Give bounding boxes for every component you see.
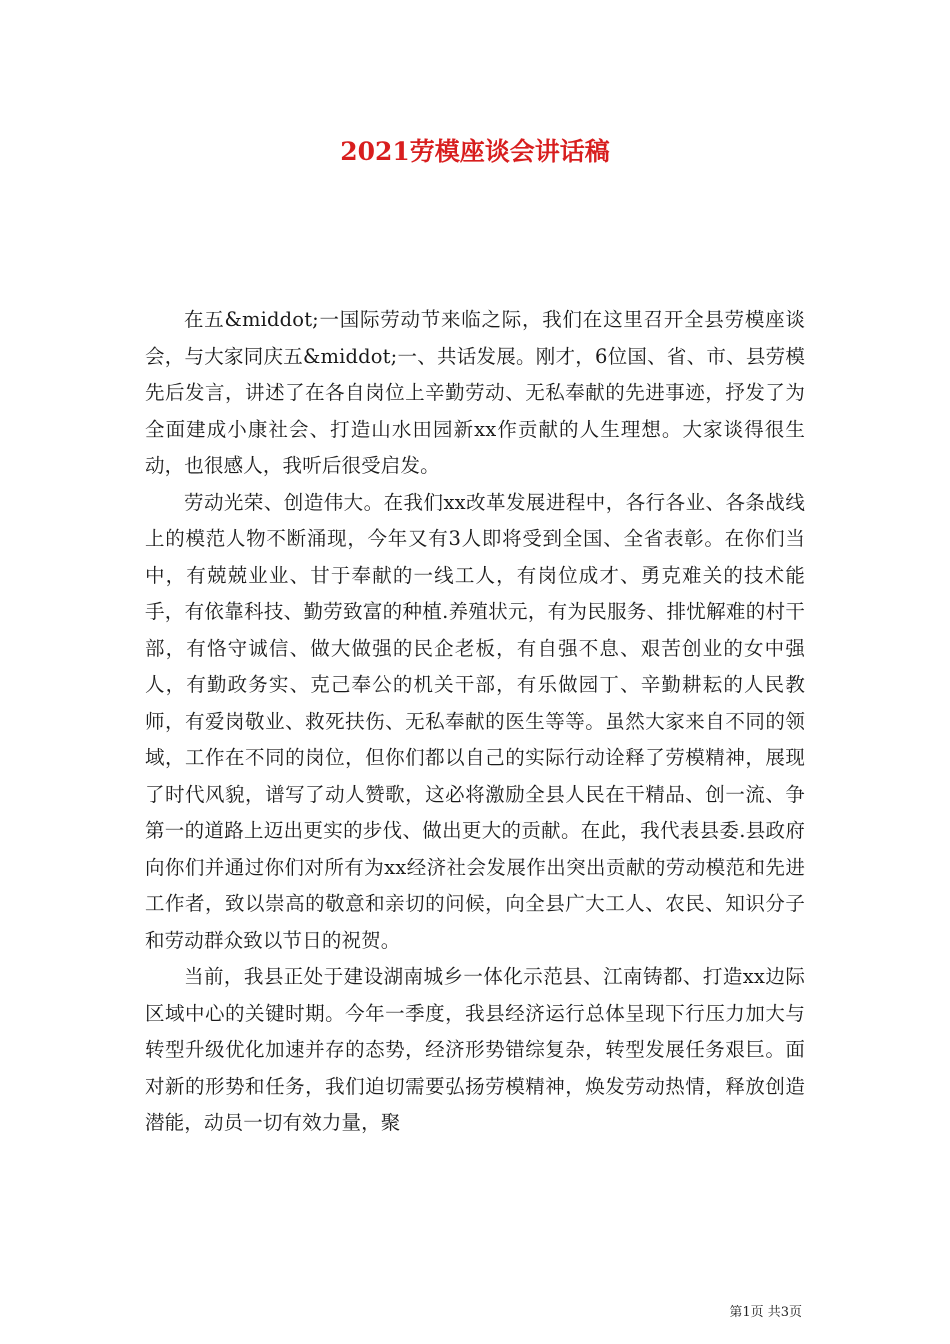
page-number-footer: 第1页 共3页 [729, 1305, 802, 1320]
document-body [145, 302, 805, 1142]
paragraph-2: 劳动光荣、创造伟大。在我们xx改革发展进程中，各行各业、各条战线上的模范人物不断涌现，今年又有3人即将受到全国、全省表彰。在你们当中，有兢兢业业、甘于奉献的一线工人，有岗位成才、勇克难关的技术能手，有依靠科技、勤劳致富的种植.养殖状元，有为民服务、排忧解难的村干部，有恪守诚信、做大做强的民企老板，有自强不息、艰苦创业的女中强人，有勤政务实、克己奉公的机关干部，有乐做园丁、辛勤耕耘的人民教师，有爱岗敬业、救死扶伤、无私奉献的医生等等。虽然大家来自不同的领域，工作在不同的岗位，但你们都以自己的实际行动诠释了劳模精神，展现了时代风貌，谱写了动人赞歌，这必将激励全县人民在干精品、创一流、争第一的道路上迈出更实的步伐、做出更大的贡献。在此，我代表县委.县政府向你们并通过你们对所有为xx经济社会发展作出突出贡献的劳动模范和先进工作者，致以崇高的敬意和亲切的问候，向全县广大工人、农民、知识分子和劳动群众致以节日的祝贺。 [145, 490, 805, 952]
document-title: 2021劳模座谈会讲话稿 [340, 137, 610, 166]
paragraph-3: 当前，我县正处于建设湖南城乡一体化示范县、江南铸都、打造xx边际区域中心的关键时期。今年一季度，我县经济运行总体呈现下行压力加大与转型升级优化加速并存的态势，经济形势错综复杂，转型发展任务艰巨。面对新的形势和任务，我们迫切需要弘扬劳模精神，焕发劳动热情，释放创造潜能，动员一切有效力量，聚 [145, 965, 805, 1134]
paragraph-1: 在五&middot;一国际劳动节来临之际，我们在这里召开全县劳模座谈会，与大家同庆五&middot;一、共话发展。刚才，6位国、省、市、县劳模先后发言，讲述了在各自岗位上辛勤劳动、无私奉献的先进事迹，抒发了为全面建成小康社会、打造山水田园新xx作贡献的人生理想。大家谈得很生动，也很感人，我听后很受启发。 [145, 308, 805, 477]
